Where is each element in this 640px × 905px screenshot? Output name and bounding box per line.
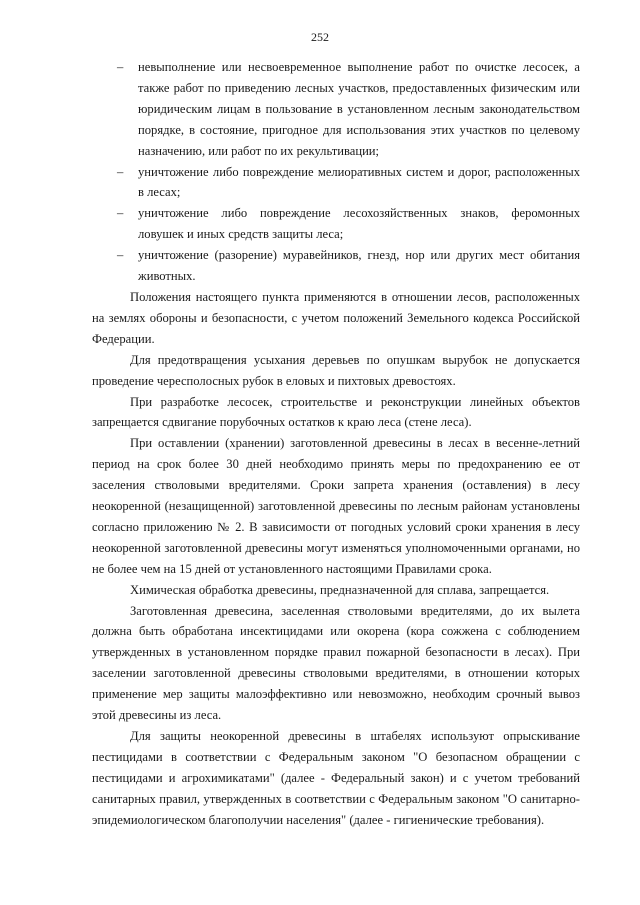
bullet-marker: – (117, 60, 124, 74)
list-item (92, 203, 580, 245)
paragraph: Химическая обработка древесины, предназначенной для сплава, запрещается. (130, 582, 550, 597)
paragraph: Положения настоящего пункта применяются в отношении лесов, расположенных на землях обороны и безопасности, с учетом положений Земельного кодекса Российской Федерации. (92, 289, 580, 346)
list-item-text: уничтожение либо повреждение мелиоративных систем и дорог, расположенных в лесах; (138, 164, 580, 200)
list-item-text: уничтожение (разорение) муравейников, гнезд, нор или других мест обитания животных. (138, 248, 580, 284)
paragraph: Для предотвращения усыхания деревьев по опушкам вырубок не допускается проведение чересполосных рубок в еловых и пихтовых древостоях. (92, 352, 580, 388)
list-item-text: невыполнение или несвоевременное выполнение работ по очистке лесосек, а также работ по приведению лесных участков, предоставленных физическим или юридическим лицам в пользование в установленном лесным законодательством порядке, в состояние, пригодное для использования этих участков по целевому назначению, или работ по их рекультивации; (138, 60, 580, 158)
bullet-marker: – (117, 248, 124, 263)
page-number: 252 (311, 30, 329, 44)
paragraph: При разработке лесосек, строительстве и реконструкции линейных объектов запрещается сдвигание порубочных остатков к краю леса (стене леса). (92, 394, 580, 430)
paragraph: Для защиты неокоренной древесины в штабелях используют опрыскивание пестицидами в соответствии с Федеральным законом "О безопасном обращении с пестицидами и агрохимикатами" (далее - Федеральный закон) и с учетом требований санитарных правил, утвержденных в соответствии с Федеральным законом "О санитарно-эпидемиологическом благополучии населения" (далее - гигиенические требования). (92, 729, 580, 827)
bullet-marker: – (117, 164, 124, 179)
list-item (92, 245, 580, 287)
list-item-text: уничтожение либо повреждение лесохозяйственных знаков, феромонных ловушек и иных средств защиты леса; (138, 206, 580, 242)
document-body (92, 57, 580, 831)
paragraph: Заготовленная древесина, заселенная стволовыми вредителями, до их вылета должна быть обработана инсектицидами или окорена (кора сожжена с соблюдением утвержденных в установленном порядке правил пожарной безопасности в лесах). При заселении заготовленной древесины стволовыми вредителями, в отношении которых применение мер защиты малоэффективно или невозможно, необходим срочный вывоз этой древесины из леса. (92, 603, 580, 723)
paragraph: При оставлении (хранении) заготовленной древесины в лесах в весенне-летний период на срок более 30 дней необходимо принять меры по предохранению ее от заселения стволовыми вредителями. Сроки запрета хранения (оставления) в лесу неокоренной (незащищенной) заготовленной древесины по лесным районам установлены согласно приложению № 2. В зависимости от погодных условий сроки хранения в лесу неокоренной заготовленной древесины могут изменяться уполномоченными органами, но не более чем на 15 дней от установленного настоящими Правилами срока. (92, 436, 580, 576)
list-item (92, 162, 580, 204)
list-item (92, 57, 580, 162)
bullet-marker: – (117, 206, 124, 221)
